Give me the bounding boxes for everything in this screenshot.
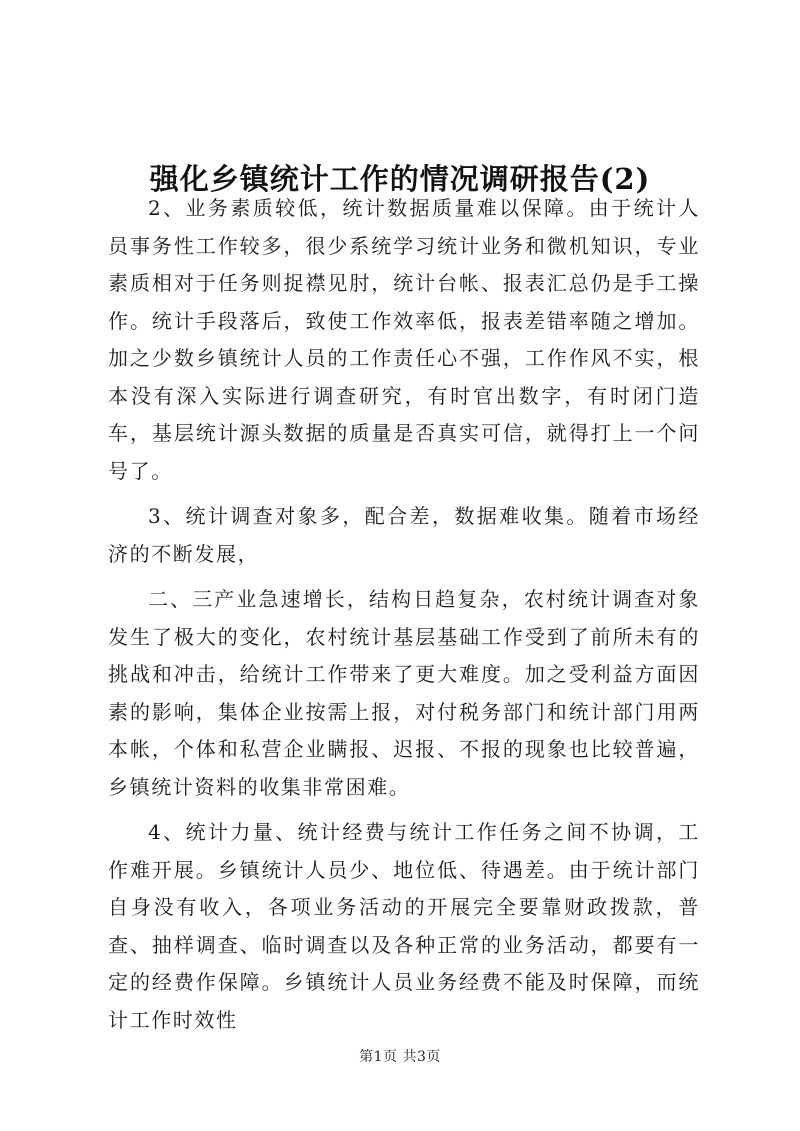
document-body	[108, 190, 700, 1047]
paragraph-2: 3、统计调查对象多，配合差，数据难收集。随着市场经济的不断发展，	[108, 504, 700, 566]
paragraph-1: 2、业务素质较低，统计数据质量难以保障。由于统计人员事务性工作较多，很少系统学习统计业务和微机知识，专业素质相对于任务则捉襟见肘，统计台帐、报表汇总仍是手工操作。统计手段落后，致使工作效率低，报表差错率随之增加。加之少数乡镇统计人员的工作责任心不强，工作作风不实，根本没有深入实际进行调查研究，有时官出数字，有时闭门造车，基层统计源头数据的质量是否真实可信，就得打上一个问号了。	[108, 196, 700, 483]
document-title: 强化乡镇统计工作的情况调研报告(2)	[149, 162, 651, 197]
paragraph-3: 二、三产业急速增长，结构日趋复杂，农村统计调查对象发生了极大的变化，农村统计基层基础工作受到了前所未有的挑战和冲击，给统计工作带来了更大难度。加之受利益方面因素的影响，集体企业按需上报，对付税务部门和统计部门用两本帐，个体和私营企业瞒报、迟报、不报的现象也比较普遍，乡镇统计资料的收集非常困难。	[108, 587, 700, 799]
paragraph-4: 4、统计力量、统计经费与统计工作任务之间不协调，工作难开展。乡镇统计人员少、地位低、待遇差。由于统计部门自身没有收入，各项业务活动的开展完全要靠财政拨款，普查、抽样调查、临时调查以及各种正常的业务活动，都要有一定的经费作保障。乡镇统计人员业务经费不能及时保障，而统计工作时效性	[108, 820, 700, 1032]
page-number-footer: 第1页 共3页	[359, 1049, 441, 1065]
